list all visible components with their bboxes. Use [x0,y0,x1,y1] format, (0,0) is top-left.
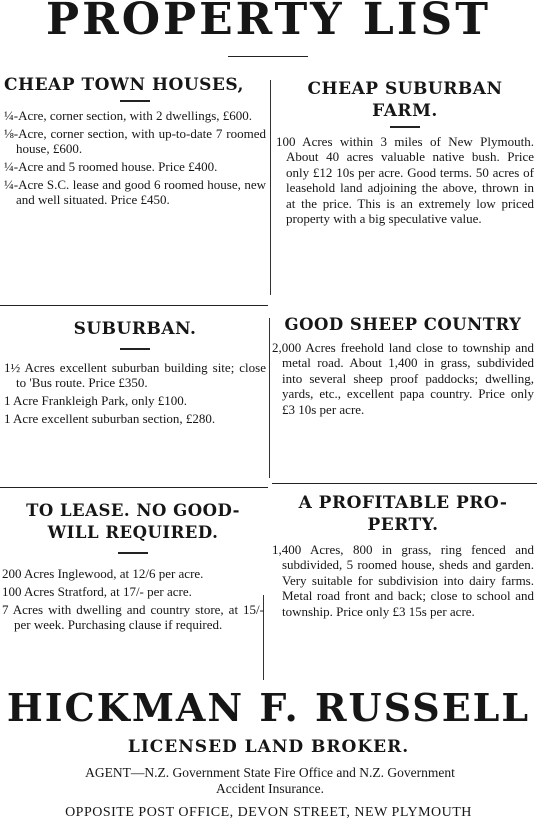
section-rule [272,483,537,484]
list-item: 200 Acres Inglewood, at 12/6 per acre. [2,566,204,581]
section-heading: FARM. [372,101,438,121]
section-heading: PERTY. [367,515,439,535]
page-title: PROPERTY LIST [46,0,491,45]
broker-title: LICENSED LAND BROKER. [127,737,410,757]
section-heading: A PROFITABLE PRO- [298,493,508,513]
section-town-houses [4,74,266,210]
section-suburban [4,318,266,429]
section-suburban-farm [276,78,534,226]
agent-line: AGENT—N.Z. Government State Fire Office and N.Z. Government [85,765,455,780]
column-divider [269,318,270,478]
section-heading: CHEAP SUBURBAN [307,79,503,99]
section-heading: CHEAP TOWN HOUSES, [4,75,244,95]
section-text: 100 Acres within 3 miles of New Plymouth. About 40 acres valuable native bush. Price only £12 10s per acre. Good terms. 50 acres of leasehold land adjoining the above, thrown in at the price. This is an extremely low priced property with a big speculative value. [276,134,534,227]
list-item: 1 Acre excellent suburban section, £280. [4,411,216,426]
section-heading: TO LEASE. NO GOOD- [26,501,240,520]
section-to-lease [2,500,264,635]
heading-rule [120,100,150,102]
list-item: 1 Acre Frankleigh Park, only £100. [4,393,188,408]
title-rule [228,56,308,57]
address: OPPOSITE POST OFFICE, DEVON STREET, NEW PLYMOUTH [65,805,472,820]
list-item: 1½ Acres excellent suburban building site; close to 'Bus route. Price £350. [4,360,266,390]
list-item: ¼-Acre S.C. lease and good 6 roomed house, new and well situated. Price £450. [4,177,266,207]
list-item: ¼-Acre and 5 roomed house. Price £400. [4,159,218,174]
section-text: 1,400 Acres, 800 in grass, ring fenced and subdivided, 5 roomed house, sheds and garden. Very suitable for subdivision into dairy farms. Metal road front and back; close to school and township. Price only £3 15s per acre. [272,542,534,619]
heading-rule [390,126,420,128]
list-item: ⅛-Acre, corner section, with up-to-date 7 roomed house, £600. [4,126,266,156]
section-heading: SUBURBAN. [73,319,197,339]
agent-info [20,765,520,797]
broker-name: HICKMAN F. RUSSELL [6,685,531,730]
agent-line: Accident Insurance. [216,781,324,796]
heading-rule [118,552,148,554]
section-rule [0,305,268,306]
list-item: 100 Acres Stratford, at 17/- per acre. [2,584,192,599]
section-heading: WILL REQUIRED. [47,523,219,542]
section-rule [0,487,268,488]
section-heading: GOOD SHEEP COUNTRY [284,315,522,334]
heading-rule [120,348,150,350]
section-sheep-country [272,314,534,417]
section-profitable-property [272,492,534,619]
section-text: 2,000 Acres freehold land close to township and metal road. About 1,400 in grass, subdivided into several sheep proof paddocks; dwelling, yards, etc., excellent papa country. Price only £3 10s per acre. [272,340,534,417]
list-item: 7 Acres with dwelling and country store, at 15/- per week. Purchasing clause if required. [2,602,264,632]
list-item: ¼-Acre, corner section, with 2 dwellings, £600. [4,108,253,123]
column-divider [270,80,271,295]
